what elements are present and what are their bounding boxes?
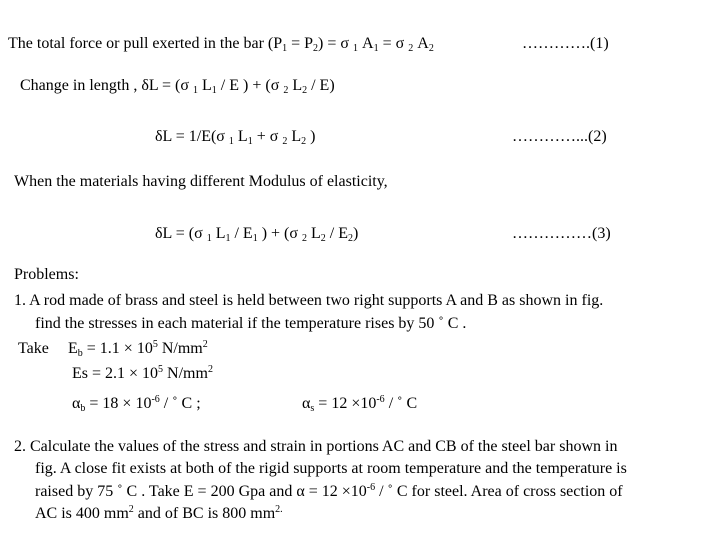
equation-number-1: ………….(1)	[522, 35, 609, 52]
problem-1-line-1: 1. A rod made of brass and steel is held between two right supports A and B as shown in fig.	[14, 292, 604, 309]
steel-expansion-coefficient: $\alpha_s = 12 \times 10^{-6}$ / ˚ C	[302, 394, 418, 414]
equation-different-moduli: δL = (σ $_1$ $L_1 / E_1$ ) + (σ $_2$ $L_2 / E_2$)	[155, 225, 359, 244]
equation-total-force: The total force or pull exerted in the bar $(P_1 = P_2) = \sigma$ $_1$ $A_1 = \sigma$ $_2$ $A_2$	[8, 35, 434, 54]
brass-modulus: $E_b = 1.1 \times 10^5$ $N/mm^2$	[68, 339, 208, 359]
problem-1-line-2: find the stresses in each material if the temperature rises by 50 ˚ C .	[35, 315, 467, 332]
problem-2-line-3: raised by 75 ˚ C . Take E = 200 Gpa and $\alpha = 12 \times 10^{-6}$ / ˚ C for steel. Area of cross section of	[35, 482, 623, 500]
equation-change-in-length: Change in length , δL = (σ $_1$ $L_1$ / E ) + (σ $_2$ $L_2 / E$)	[20, 77, 335, 96]
equation-number-2: …………...(2)	[512, 128, 607, 145]
equation-delta-l-simplified: δL = 1/E(σ $_1$ $L_1 + \sigma$ $_2$ $L_2$ )	[155, 128, 316, 147]
problem-2-line-1: 2. Calculate the values of the stress and strain in portions AC and CB of the steel bar shown in	[14, 438, 618, 455]
problem-2-line-4: AC is 400 $mm^2$ and of BC is 800 $mm^{2.}$	[35, 504, 283, 522]
steel-modulus: $Es = 2.1 \times 10^5$ $N/mm^2$	[72, 364, 213, 382]
brass-expansion-coefficient: $\alpha_b = 18 \times 10^{-6}$ / ˚ C ;	[72, 394, 201, 414]
problems-heading: Problems:	[14, 266, 79, 283]
equation-number-3: ……………(3)	[512, 225, 611, 242]
condition-text: When the materials having different Modulus of elasticity,	[14, 173, 388, 190]
problem-2-line-2: fig. A close fit exists at both of the rigid supports at room temperature and the temperature is	[35, 460, 627, 477]
take-label: Take	[18, 340, 49, 357]
